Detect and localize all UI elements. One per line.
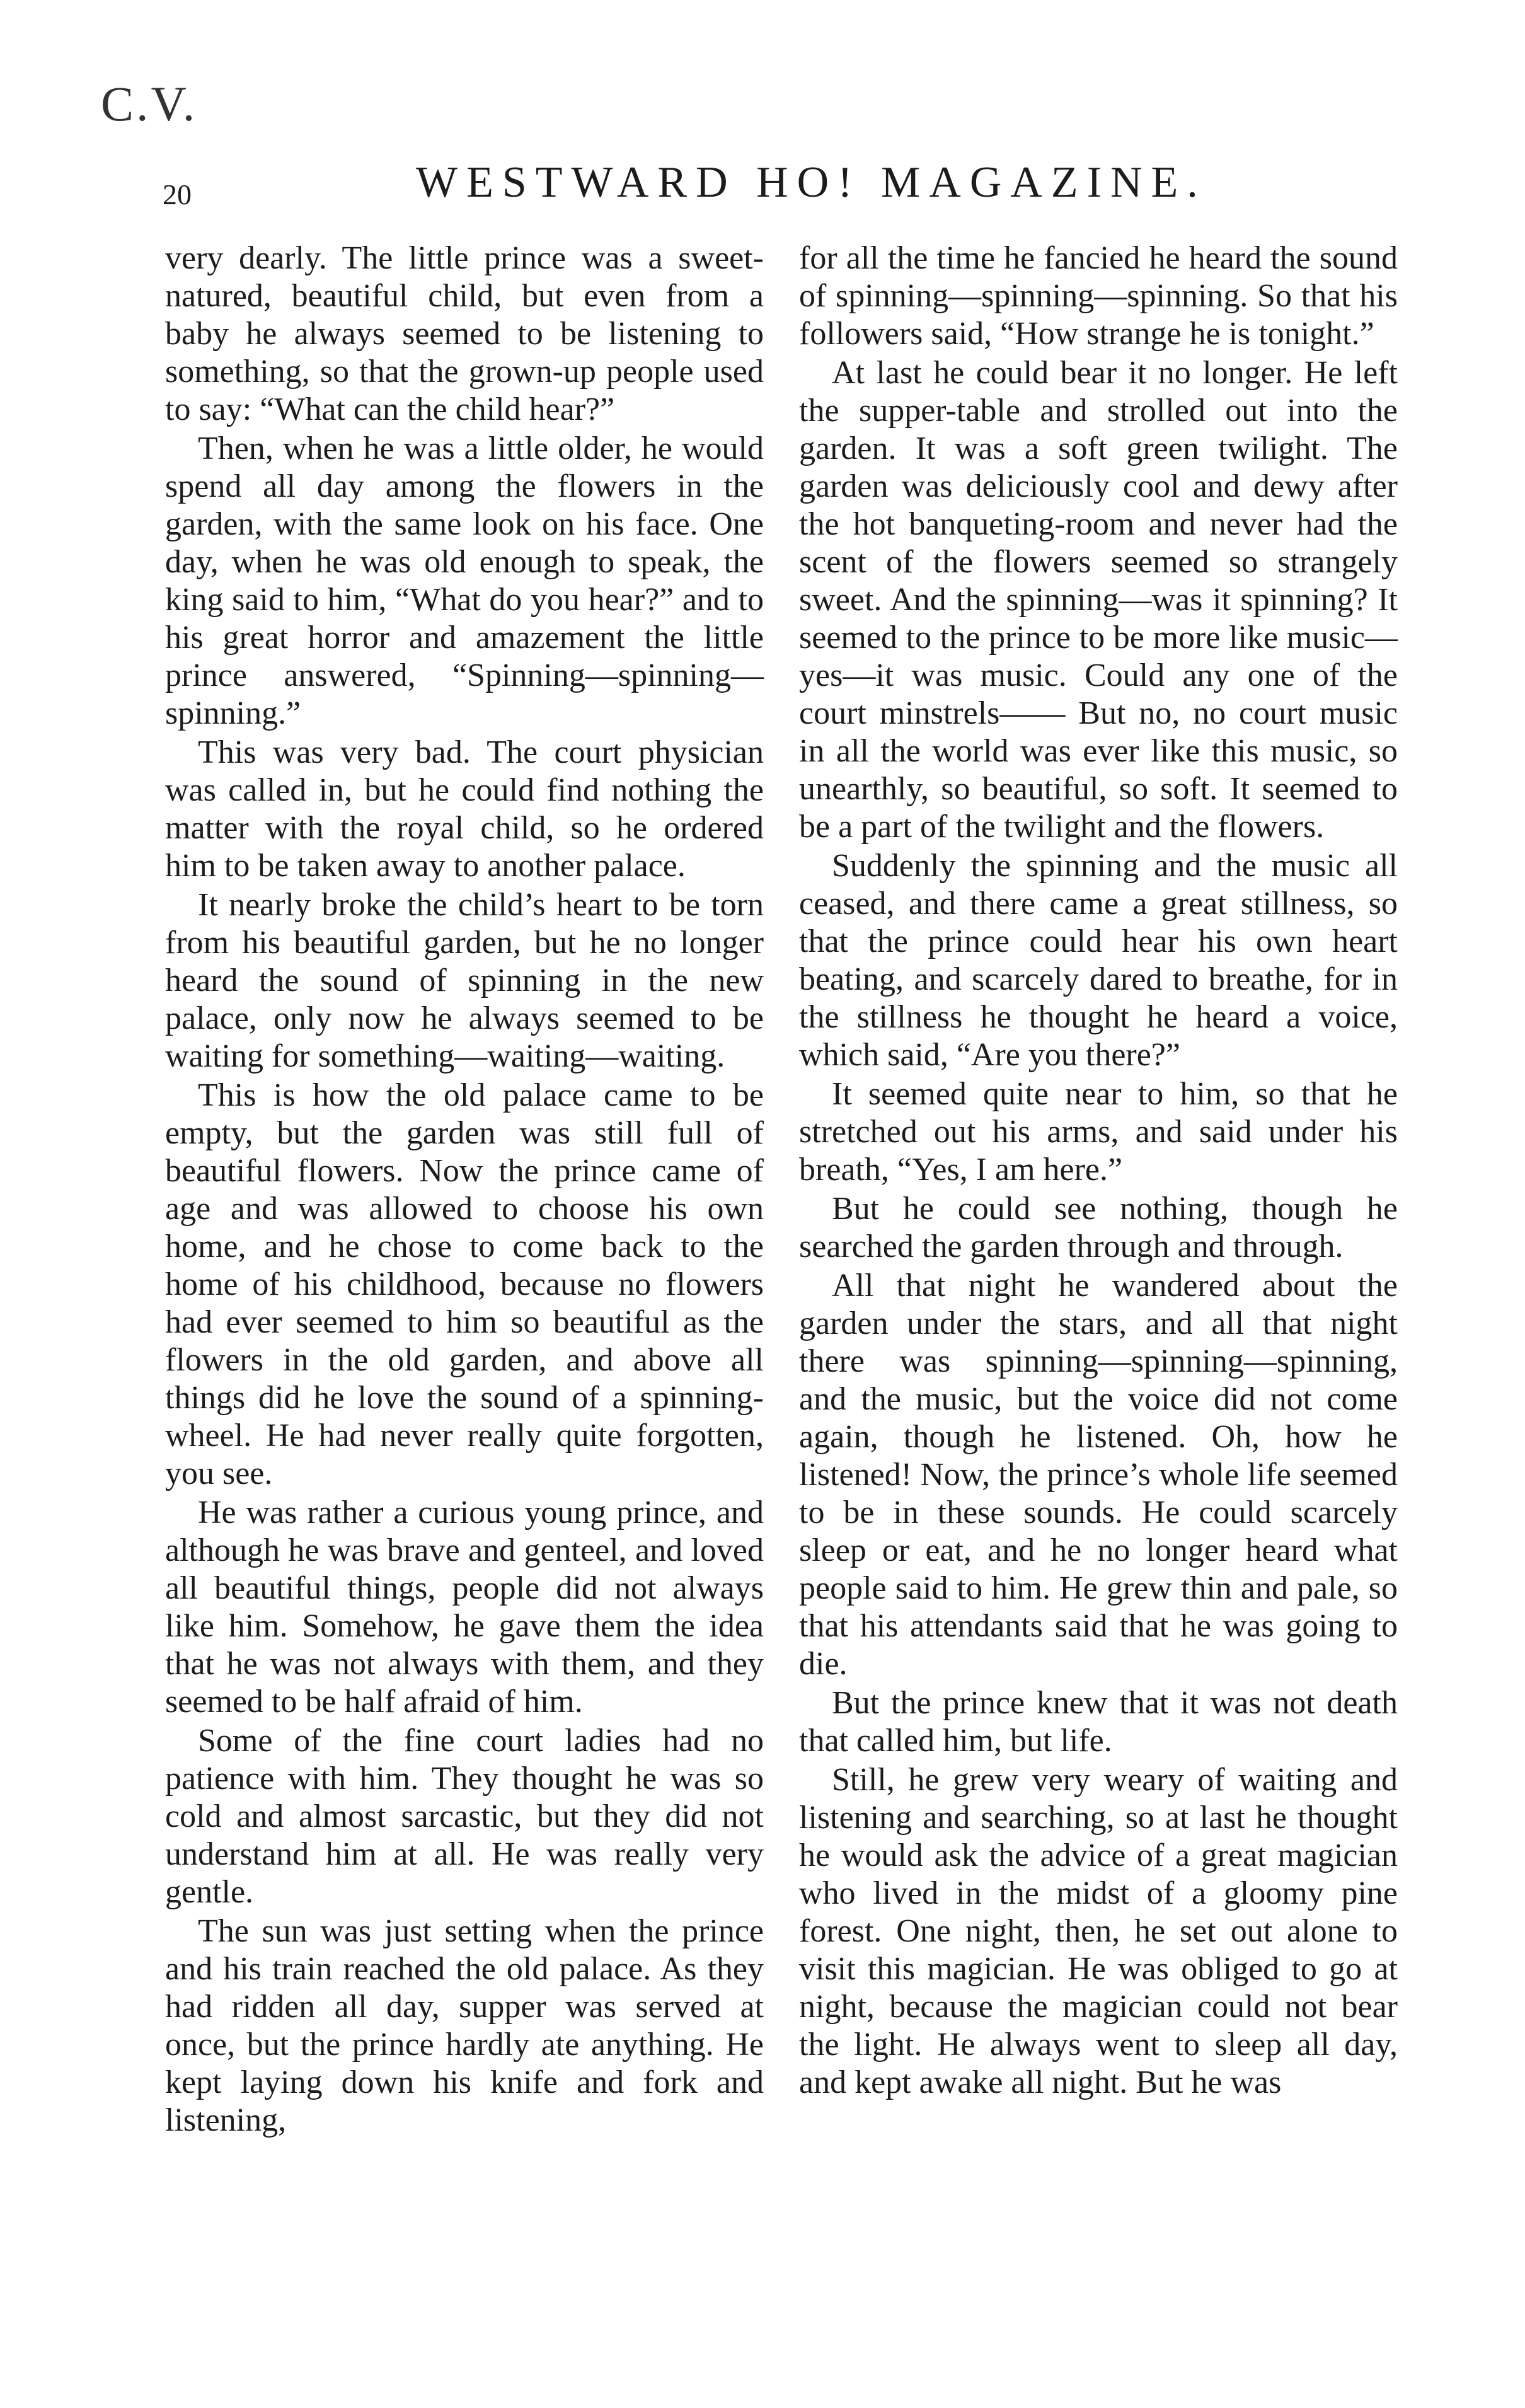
page-number: 20	[163, 178, 192, 211]
paragraph: Some of the fine court ladies had no patience with him. They thought he was so cold and almost sarcastic, but they did not understand him at all. He was really very gentle.	[165, 1723, 764, 1910]
paragraph: But he could see nothing, though he searched the garden through and through.	[799, 1191, 1398, 1265]
paragraph: But the prince knew that it was not death that called him, but life.	[799, 1685, 1398, 1759]
paragraph: All that night he wandered about the garden under the stars, and all that night there was spinning—spinning—spinning, and the music, but the voice did not come again, though he listened. Oh, how he listened! Now, the prince’s whole life seemed to be in these sounds. He could scarcely sleep or eat, and he no longer heard what people said to him. He grew thin and pale, so that his attendants said that he was going to die.	[799, 1268, 1398, 1682]
handwritten-corner-mark: C.V.	[101, 76, 198, 131]
paragraph: It nearly broke the child’s heart to be torn from his beautiful garden, but he no longer heard the sound of spinning in the new palace, only now he always seemed to be waiting for something—waiting—waiting.	[165, 887, 764, 1074]
paragraph: Then, when he was a little older, he would spend all day among the flowers in the garden, with the same look on his face. One day, when he was old enough to speak, the king said to him, “What do you hear?” and to his great horror and amazement the little prince answered, “Spinning—spinning—spinning.”	[165, 431, 764, 731]
paragraph: This was very bad. The court physician was called in, but he could find nothing the matter with the royal child, so he ordered him to be taken away to another palace.	[165, 734, 764, 884]
left-column	[165, 240, 764, 2139]
paragraph: The sun was just setting when the prince and his train reached the old palace. As they had ridden all day, supper was served at once, but the prince hardly ate anything. He kept laying down his knife and fork and listening,	[165, 1913, 764, 2138]
paragraph: very dearly. The little prince was a sweet-natured, beautiful child, but even from a baby he always seemed to be listening to something, so that the grown-up people used to say: “What can the child hear?”	[165, 240, 764, 427]
running-title: WESTWARD HO! MAGAZINE.	[416, 158, 1207, 207]
paragraph: Suddenly the spinning and the music all ceased, and there came a great stillness, so that the prince could hear his own heart beating, and scarcely dared to breathe, for in the stillness he thought he heard a voice, which said, “Are you there?”	[799, 848, 1398, 1073]
paragraph: Still, he grew very weary of waiting and listening and searching, so at last he thought he would ask the advice of a great magician who lived in the midst of a gloomy pine forest. One night, then, he set out alone to visit this magician. He was obliged to go at night, because the magician could not bear the light. He always went to sleep all day, and kept awake all night. But he was	[799, 1762, 1398, 2100]
right-column	[799, 240, 1398, 2102]
paragraph: He was rather a curious young prince, and although he was brave and genteel, and loved all beautiful things, people did not always like him. Somehow, he gave them the idea that he was not always with them, and they seemed to be half afraid of him.	[165, 1495, 764, 1720]
paragraph: It seemed quite near to him, so that he stretched out his arms, and said under his breath, “Yes, I am here.”	[799, 1076, 1398, 1188]
paragraph: This is how the old palace came to be empty, but the garden was still full of beautiful flowers. Now the prince came of age and was allowed to choose his own home, and he chose to come back to the home of his childhood, because no flowers had ever seemed to him so beautiful as the flowers in the old garden, and above all things did he love the sound of a spinning-wheel. He had never really quite forgotten, you see.	[165, 1077, 764, 1491]
paragraph: At last he could bear it no longer. He left the supper-table and strolled out into the garden. It was a soft green twilight. The garden was deliciously cool and dewy after the hot banqueting-room and never had the scent of the flowers seemed so strangely sweet. And the spinning—was it spinning? It seemed to the prince to be more like music—yes—it was music. Could any one of the court minstrels—— But no, no court music in all the world was ever like this music, so unearthly, so beautiful, so soft. It seemed to be a part of the twilight and the flowers.	[799, 355, 1398, 845]
paragraph: for all the time he fancied he heard the sound of spinning—spinning—spinning. So that his followers said, “How strange he is tonight.”	[799, 240, 1398, 352]
